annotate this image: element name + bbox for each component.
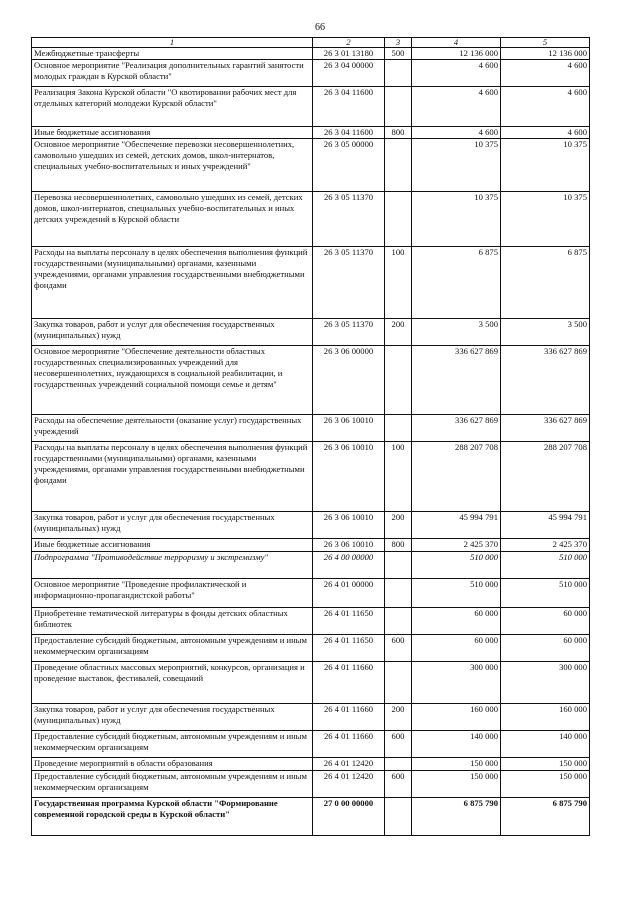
row-value-4: 60 000 bbox=[412, 635, 501, 662]
row-value-4: 2 425 370 bbox=[412, 539, 501, 552]
row-value-5: 336 627 869 bbox=[501, 415, 590, 442]
row-value-4: 4 600 bbox=[412, 60, 501, 87]
row-name: Основное мероприятие "Проведение профилактической и информационно-пропагандистской работы" bbox=[32, 579, 313, 608]
row-vr: 200 bbox=[385, 512, 412, 539]
row-value-4: 300 000 bbox=[412, 662, 501, 704]
row-value-5: 510 000 bbox=[501, 552, 590, 579]
row-name: Расходы на обеспечение деятельности (оказание услуг) государственных учреждений bbox=[32, 415, 313, 442]
column-header: 4 bbox=[412, 38, 501, 48]
row-vr bbox=[385, 662, 412, 704]
table-row bbox=[32, 48, 590, 60]
table-row bbox=[32, 539, 590, 552]
row-value-5: 6 875 790 bbox=[501, 798, 590, 836]
row-name: Реализация Закона Курской области "О квотировании рабочих мест для отдельных категорий молодежи Курской области" bbox=[32, 87, 313, 127]
row-value-4: 140 000 bbox=[412, 731, 501, 758]
row-vr bbox=[385, 798, 412, 836]
row-name: Основное мероприятие "Обеспечение перевозки несовершеннолетних, самовольно ушедших из семей, детских домов, школ-интернатов, специальных учебно-воспитательных и иных учреждений" bbox=[32, 139, 313, 192]
row-vr: 200 bbox=[385, 319, 412, 346]
table-row bbox=[32, 798, 590, 836]
table-row bbox=[32, 704, 590, 731]
row-code: 26 4 01 12420 bbox=[313, 758, 385, 771]
row-value-5: 4 600 bbox=[501, 87, 590, 127]
row-vr: 500 bbox=[385, 48, 412, 60]
row-value-4: 6 875 bbox=[412, 247, 501, 319]
table-header-row bbox=[32, 38, 590, 48]
row-value-5: 10 375 bbox=[501, 192, 590, 247]
row-value-5: 336 627 869 bbox=[501, 346, 590, 415]
row-vr bbox=[385, 139, 412, 192]
row-value-4: 10 375 bbox=[412, 139, 501, 192]
row-vr bbox=[385, 87, 412, 127]
row-value-4: 150 000 bbox=[412, 758, 501, 771]
row-name: Расходы на выплаты персоналу в целях обеспечения выполнения функций государственными (муниципальными) органами, казенными учреждениями, органами управления государственными внебюджетными фондами bbox=[32, 247, 313, 319]
row-vr: 600 bbox=[385, 635, 412, 662]
row-code: 26 3 05 11370 bbox=[313, 247, 385, 319]
row-vr bbox=[385, 192, 412, 247]
row-vr bbox=[385, 579, 412, 608]
row-vr: 200 bbox=[385, 704, 412, 731]
row-code: 26 4 01 12420 bbox=[313, 771, 385, 798]
row-code: 26 4 01 00000 bbox=[313, 579, 385, 608]
table-row bbox=[32, 771, 590, 798]
column-header: 3 bbox=[385, 38, 412, 48]
table-row bbox=[32, 192, 590, 247]
row-vr: 100 bbox=[385, 247, 412, 319]
column-header: 2 bbox=[313, 38, 385, 48]
table-row bbox=[32, 247, 590, 319]
row-name: Проведение мероприятий в области образования bbox=[32, 758, 313, 771]
row-value-4: 10 375 bbox=[412, 192, 501, 247]
row-name: Основное мероприятие "Реализация дополнительных гарантий занятости молодых граждан в Курской области" bbox=[32, 60, 313, 87]
column-header: 1 bbox=[32, 38, 313, 48]
row-value-4: 4 600 bbox=[412, 87, 501, 127]
row-value-5: 150 000 bbox=[501, 771, 590, 798]
row-value-5: 288 207 708 bbox=[501, 442, 590, 512]
table-row bbox=[32, 319, 590, 346]
row-code: 26 4 01 11650 bbox=[313, 608, 385, 635]
row-vr: 100 bbox=[385, 442, 412, 512]
row-code: 26 3 04 00000 bbox=[313, 60, 385, 87]
row-code: 26 4 00 00000 bbox=[313, 552, 385, 579]
table-row bbox=[32, 635, 590, 662]
row-name: Государственная программа Курской области "Формирование современной городской среды в Курской области" bbox=[32, 798, 313, 836]
row-name: Предоставление субсидий бюджетным, автономным учреждениям и иным некоммерческим организациям bbox=[32, 771, 313, 798]
row-value-5: 4 600 bbox=[501, 127, 590, 139]
row-code: 26 3 05 11370 bbox=[313, 192, 385, 247]
row-value-5: 12 136 000 bbox=[501, 48, 590, 60]
row-name: Приобретение тематической литературы в фонды детских областных библиотек bbox=[32, 608, 313, 635]
table-row bbox=[32, 579, 590, 608]
row-code: 26 3 04 11600 bbox=[313, 87, 385, 127]
table-row bbox=[32, 346, 590, 415]
row-value-5: 45 994 791 bbox=[501, 512, 590, 539]
table-row bbox=[32, 731, 590, 758]
row-code: 26 3 06 10010 bbox=[313, 539, 385, 552]
table-row bbox=[32, 415, 590, 442]
row-code: 27 0 00 00000 bbox=[313, 798, 385, 836]
row-name: Закупка товаров, работ и услуг для обеспечения государственных (муниципальных) нужд bbox=[32, 704, 313, 731]
row-value-4: 4 600 bbox=[412, 127, 501, 139]
row-name: Иные бюджетные ассигнования bbox=[32, 539, 313, 552]
row-code: 26 3 06 00000 bbox=[313, 346, 385, 415]
row-value-4: 6 875 790 bbox=[412, 798, 501, 836]
row-value-4: 60 000 bbox=[412, 608, 501, 635]
table-row bbox=[32, 442, 590, 512]
row-value-4: 45 994 791 bbox=[412, 512, 501, 539]
table-row bbox=[32, 87, 590, 127]
row-value-5: 300 000 bbox=[501, 662, 590, 704]
row-vr bbox=[385, 552, 412, 579]
row-code: 26 3 04 11600 bbox=[313, 127, 385, 139]
row-vr bbox=[385, 60, 412, 87]
table-row bbox=[32, 512, 590, 539]
row-value-4: 510 000 bbox=[412, 579, 501, 608]
row-value-5: 3 500 bbox=[501, 319, 590, 346]
row-value-4: 336 627 869 bbox=[412, 415, 501, 442]
row-value-5: 510 000 bbox=[501, 579, 590, 608]
row-vr: 800 bbox=[385, 127, 412, 139]
row-value-5: 150 000 bbox=[501, 758, 590, 771]
budget-table bbox=[31, 37, 590, 836]
row-value-5: 2 425 370 bbox=[501, 539, 590, 552]
row-vr bbox=[385, 415, 412, 442]
row-name: Предоставление субсидий бюджетным, автономным учреждениям и иным некоммерческим организациям bbox=[32, 635, 313, 662]
table-row bbox=[32, 608, 590, 635]
column-header: 5 bbox=[501, 38, 590, 48]
row-name: Перевозка несовершеннолетних, самовольно ушедших из семей, детских домов, школ-интернатов, специальных учебно-воспитательных и иных детских учреждений в Курской области bbox=[32, 192, 313, 247]
table-row bbox=[32, 139, 590, 192]
row-value-4: 288 207 708 bbox=[412, 442, 501, 512]
row-name: Подпрограмма "Противодействие терроризму и экстремизму" bbox=[32, 552, 313, 579]
table-row bbox=[32, 758, 590, 771]
row-code: 26 3 06 10010 bbox=[313, 442, 385, 512]
row-value-5: 6 875 bbox=[501, 247, 590, 319]
table-row bbox=[32, 662, 590, 704]
row-vr: 800 bbox=[385, 539, 412, 552]
row-value-5: 4 600 bbox=[501, 60, 590, 87]
row-value-4: 336 627 869 bbox=[412, 346, 501, 415]
row-value-4: 12 136 000 bbox=[412, 48, 501, 60]
row-name: Проведение областных массовых мероприятий, конкурсов, организация и проведение выставок, фестивалей, совещаний bbox=[32, 662, 313, 704]
row-name: Основное мероприятие "Обеспечение деятельности областных государственных специализированных учреждений для несовершеннолетних, нуждающихся в социальной реабилитации, и государственных учреждений социальной помощи семье и детям" bbox=[32, 346, 313, 415]
row-code: 26 4 01 11660 bbox=[313, 662, 385, 704]
row-vr: 600 bbox=[385, 731, 412, 758]
row-value-4: 150 000 bbox=[412, 771, 501, 798]
row-code: 26 4 01 11660 bbox=[313, 731, 385, 758]
row-code: 26 3 05 00000 bbox=[313, 139, 385, 192]
row-code: 26 3 05 11370 bbox=[313, 319, 385, 346]
row-name: Межбюджетные трансферты bbox=[32, 48, 313, 60]
page-number: 66 bbox=[315, 22, 325, 33]
table-row bbox=[32, 127, 590, 139]
row-name: Закупка товаров, работ и услуг для обеспечения государственных (муниципальных) нужд bbox=[32, 512, 313, 539]
row-code: 26 3 06 10010 bbox=[313, 415, 385, 442]
row-value-4: 510 000 bbox=[412, 552, 501, 579]
row-name: Расходы на выплаты персоналу в целях обеспечения выполнения функций государственными (муниципальными) органами, казенными учреждениями, органами управления государственными внебюджетными фондами bbox=[32, 442, 313, 512]
row-value-5: 160 000 bbox=[501, 704, 590, 731]
row-value-4: 160 000 bbox=[412, 704, 501, 731]
row-vr bbox=[385, 608, 412, 635]
row-name: Предоставление субсидий бюджетным, автономным учреждениям и иным некоммерческим организациям bbox=[32, 731, 313, 758]
row-value-4: 3 500 bbox=[412, 319, 501, 346]
row-vr bbox=[385, 346, 412, 415]
row-value-5: 140 000 bbox=[501, 731, 590, 758]
table-row bbox=[32, 552, 590, 579]
row-name: Иные бюджетные ассигнования bbox=[32, 127, 313, 139]
table-row bbox=[32, 60, 590, 87]
row-code: 26 4 01 11650 bbox=[313, 635, 385, 662]
row-code: 26 3 01 13180 bbox=[313, 48, 385, 60]
row-value-5: 60 000 bbox=[501, 608, 590, 635]
row-name: Закупка товаров, работ и услуг для обеспечения государственных (муниципальных) нужд bbox=[32, 319, 313, 346]
row-value-5: 60 000 bbox=[501, 635, 590, 662]
row-value-5: 10 375 bbox=[501, 139, 590, 192]
row-vr bbox=[385, 758, 412, 771]
row-vr: 600 bbox=[385, 771, 412, 798]
row-code: 26 3 06 10010 bbox=[313, 512, 385, 539]
row-code: 26 4 01 11660 bbox=[313, 704, 385, 731]
